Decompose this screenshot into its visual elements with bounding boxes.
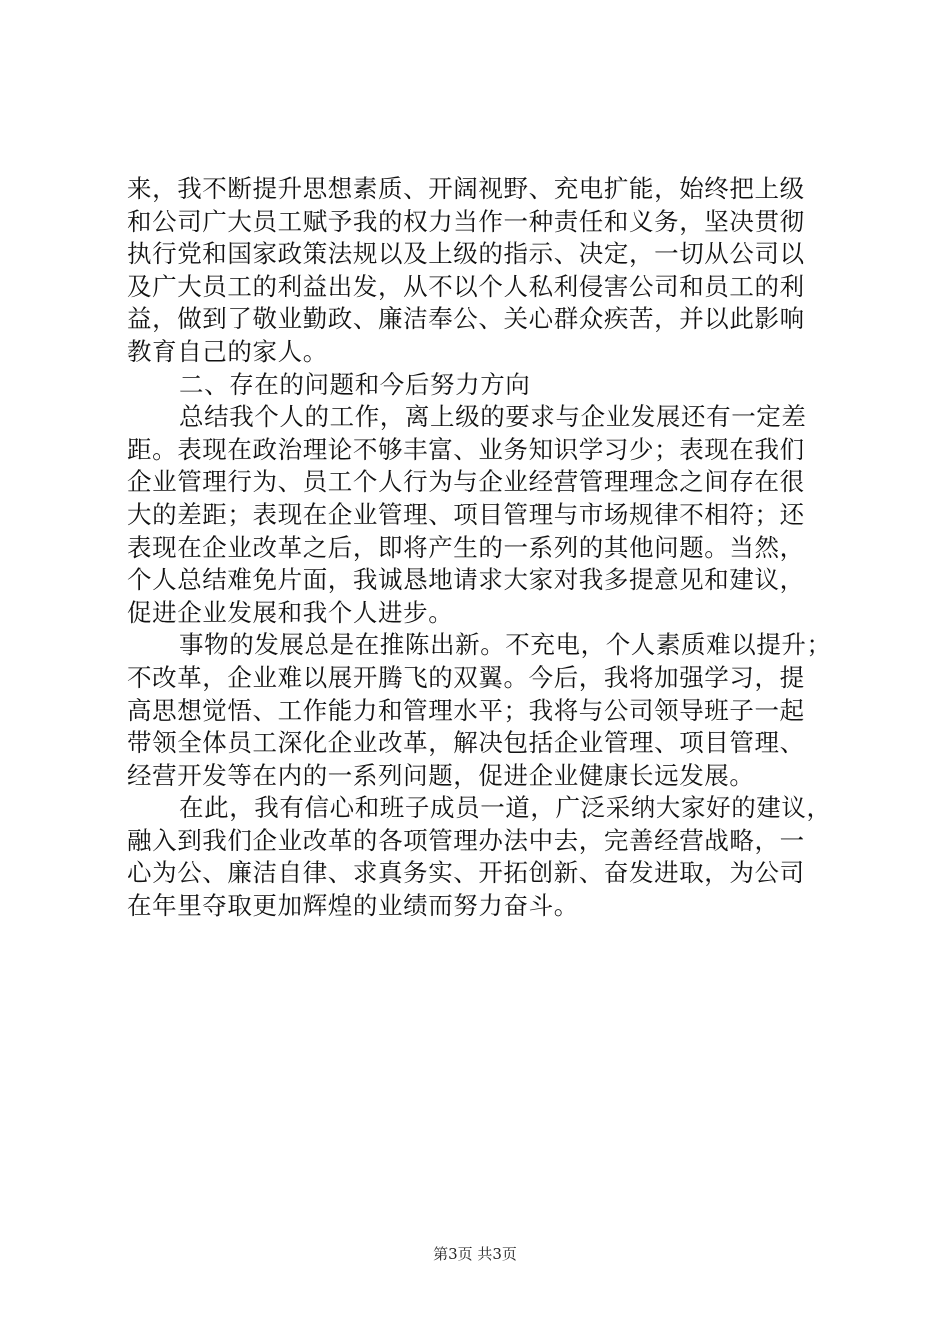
text-line: 个人总结难免片面，我诚恳地请求大家对我多提意见和建议， bbox=[127, 565, 805, 595]
text-line: 企业管理行为、员工个人行为与企业经营管理理念之间存在很 bbox=[127, 467, 805, 497]
text-line: 带领全体员工深化企业改革，解决包括企业管理、项目管理、 bbox=[127, 728, 805, 758]
text-line: 总结我个人的工作，离上级的要求与企业发展还有一定差 bbox=[179, 402, 807, 432]
page-number: 第3页 共3页 bbox=[433, 1245, 517, 1263]
text-line: 来，我不断提升思想素质、开阔视野、充电扩能，始终把上级 bbox=[127, 174, 805, 203]
text-line: 融入到我们企业改革的各项管理办法中去，完善经营战略，一 bbox=[127, 825, 805, 855]
section-heading: 二、存在的问题和今后努力方向 bbox=[179, 369, 531, 399]
text-line: 不改革，企业难以展开腾飞的双翼。今后，我将加强学习，提 bbox=[127, 662, 805, 692]
text-line: 及广大员工的利益出发，从不以个人私利侵害公司和员工的利 bbox=[127, 271, 805, 301]
document-body bbox=[127, 173, 837, 923]
text-line: 距。表现在政治理论不够丰富、业务知识学习少；表现在我们 bbox=[127, 434, 805, 464]
text-line: 大的差距；表现在企业管理、项目管理与市场规律不相符；还 bbox=[127, 499, 805, 529]
text-line: 心为公、廉洁自律、求真务实、开拓创新、奋发进取，为公司 bbox=[127, 858, 805, 888]
text-line: 促进企业发展和我个人进步。 bbox=[127, 597, 454, 627]
page-footer bbox=[0, 1244, 950, 1264]
text-line: 在此，我有信心和班子成员一道，广泛采纳大家好的建议， bbox=[179, 793, 832, 823]
text-line: 执行党和国家政策法规以及上级的指示、决定，一切从公司以 bbox=[127, 239, 805, 269]
text-line: 益，做到了敬业勤政、廉洁奉公、关心群众疾苦，并以此影响 bbox=[127, 304, 805, 334]
text-line: 经营开发等在内的一系列问题，促进企业健康长远发展。 bbox=[127, 760, 755, 790]
text-line: 在年里夺取更加辉煌的业绩而努力奋斗。 bbox=[127, 891, 579, 921]
text-line: 教育自己的家人。 bbox=[127, 336, 328, 366]
text-line: 高思想觉悟、工作能力和管理水平；我将与公司领导班子一起 bbox=[127, 695, 805, 725]
text-line: 表现在企业改革之后，即将产生的一系列的其他问题。当然， bbox=[127, 532, 805, 562]
text-line: 和公司广大员工赋予我的权力当作一种责任和义务，坚决贯彻 bbox=[127, 206, 805, 236]
text-line: 事物的发展总是在推陈出新。不充电，个人素质难以提升； bbox=[179, 630, 832, 660]
